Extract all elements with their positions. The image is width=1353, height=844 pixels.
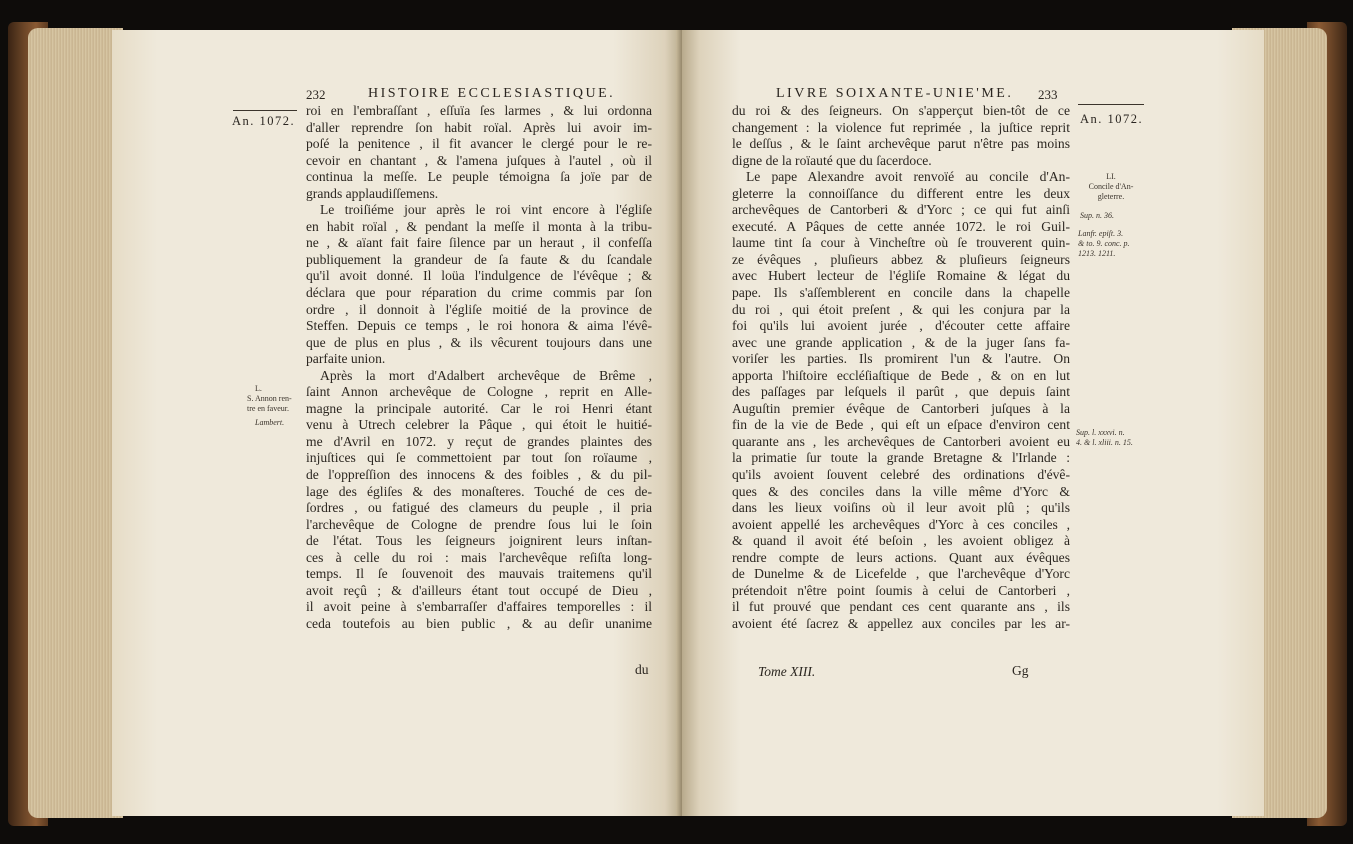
text-line: laume tint ſa cour à Vincheſtre où ſe trouverent quin- [732,235,1070,251]
margin-note-right-3 [1078,229,1130,259]
text-line: voriſer les parties. Ils promirent l'un & l'autre. On [732,351,1070,367]
margin-note-line: Lanfr. epiſt. 3. [1078,229,1124,238]
text-line: Auguſtin premier évêque de Cantorberi juſques à la [732,400,1070,416]
year-label-left: An. 1072. [232,114,296,128]
text-line: prétendoit n'être point ſoumis à celui de Cantorberi , [732,582,1070,598]
text-line: temps. Il ſe ſouvenoit des mauvais traitemens qu'il [306,566,652,582]
text-line: gleterre la connoiſſance du different entre les deux [732,185,1070,201]
running-head-right: LIVRE SOIXANTE-UNIE'ME. [776,86,1014,101]
text-line: ze évêques , pluſieurs abbez & pluſieurs ſeigneurs [732,251,1070,267]
text-line: apporta l'hiſtoire eccléſiaſtique de Bede , & on en lut [732,367,1070,383]
year-rule-left [233,110,297,111]
text-line: Le pape Alexandre avoit renvoïé au concile d'An- [746,169,1070,185]
text-line: la primatie ſur toute la grande Bretagne & l'Irlande : [732,450,1070,466]
margin-note-line: L. [255,384,262,393]
catchword: du [635,662,649,677]
text-line: il fut prouvé que pendant ces cent quarante ans , ils [732,599,1070,615]
text-line: avec une grande application , & de la juger ſans fa- [732,334,1070,350]
margin-note-line: S. Annon ren- [247,394,292,403]
text-line: qu'ils avoient ſouvent celebré des ordinations d'évê- [732,467,1070,483]
margin-note-left-2: Lambert. [255,418,285,427]
page-edges-left [28,28,123,818]
text-line: digne de la roïauté que du ſacerdoce. [732,152,932,168]
text-line: foi qu'ils lui avoient jurée , d'écouter cette affaire [732,318,1070,334]
text-line: poſé la penitence , il fit avancer le clergé pour le re- [306,136,652,152]
text-line: roi en l'embraſſant , eſſuïa ſes larmes , & lui ordonna [306,103,652,118]
text-line: le deſſus , & le ſaint archevêque parut n'être pas moins [732,136,1070,152]
text-line: magne la principale autorité. Car le roi Henri étant [306,400,652,416]
text-line: avoient été ſacrez & appellez aux conciles par les ar- [732,615,1070,631]
text-line: Après la mort d'Adalbert archevêque de Brême , [320,367,652,383]
text-line: pape. Ils s'aſſemblerent en concile dans la chapelle [732,285,1070,301]
text-line: ceda toutefois au bien public , & au deſir unanime [306,615,652,631]
text-line: ne , & aïant fait faire ſilence par un heraut , il confeſſa [306,235,652,251]
text-line: qu'il avoit donné. Il loüa l'indulgence de l'évêque ; & [306,268,652,284]
text-line: avoit reçû ; & d'ailleurs étant tout occupé de Dieu , [306,582,652,598]
text-line: rendre compte de leurs actions. Quant aux évêques [732,549,1070,565]
margin-note-line: tre en faveur. [247,404,289,413]
text-line: publiquement la grandeur de ſa faute & du ſcandale [306,251,652,267]
text-line: fin de la vie de Bede , qui eſt un eſpace d'environ cent [732,417,1070,433]
margin-note-line: Concile d'An- [1088,182,1134,191]
footer-tome: Tome XIII. [758,664,816,679]
text-line: de l'état. Tous les ſeigneurs joignirent leurs inſtan- [306,533,652,549]
margin-note-left-1 [247,384,292,414]
text-line: ques & des conciles dans la ville même d'Yorc & [732,483,1070,499]
text-line: executé. A Pâques de cette année 1072. le roi Guil- [732,218,1070,234]
year-label-right: An. 1072. [1080,112,1144,126]
text-line: de Dunelme & de Licefelde , que l'archevêque d'Yorc [732,566,1070,582]
text-line: déclara que pour réparation du crime commis par ſon [306,285,652,301]
margin-note-line: gleterre. [1097,192,1125,201]
margin-note-line: & to. 9. conc. p. [1078,239,1130,248]
text-line: ces à celle du roi : mais l'archevêque reſiſta long- [306,549,652,565]
text-line: avec Hubert lecteur de l'égliſe Romaine & légat du [732,268,1070,284]
text-line: d'aller reprendre ſon habit roïal. Après lui avoir im- [306,119,652,135]
margin-note-line: 1213. 1211. [1078,249,1116,258]
text-line: Le troiſiéme jour après le roi vint encore à l'égliſe [320,202,652,218]
text-line: & quand il avoit été beſoin , les avoient obligez à [732,533,1070,549]
text-line: archevêques de Cantorberi & d'Yorc ; ce qui fut ainſi [732,202,1070,218]
text-line: avoient appellé les archevêques d'Yorc à ces conciles , [732,516,1070,532]
text-line: l'archevêque de Cologne de prendre ſous lui le ſoin [306,516,652,532]
text-line: ſordres , ou fatigué des clameurs du peuple , il pria [306,500,652,516]
text-line: venu à Utrech celebrer la Pâque , qui étoit le huitié- [306,417,652,433]
text-line: parfaite union. [306,351,386,367]
page-number-left: 232 [306,87,326,102]
text-line: du roi & des ſeigneurs. On s'apperçut bien-tôt de ce [732,103,1070,118]
text-line: ſaint Annon archevêque de Cologne , reprit en Alle- [306,384,652,400]
running-head-left: HISTOIRE ECCLESIASTIQUE. [368,86,616,101]
text-line: cevoir en chantant , & l'amena juſques à l'autel , où il [306,152,652,168]
text-line: dans les lieux voiſins où il leur avoit plû ; qu'ils [732,500,1070,516]
text-line: lage des égliſes & des monaſteres. Touché de ces de- [306,483,652,499]
text-line: changement : la violence fut reprimée , la juſtice reprit [732,119,1070,135]
text-line: des paſſages par leſquels il parût , que depuis ſaint [732,384,1070,400]
text-line: quarante ans , les archevêques de Cantorberi avoient eu [732,433,1070,449]
margin-note-line: LI. [1106,172,1116,181]
margin-note-line: 4. & l. xliii. n. 15. [1076,438,1133,447]
text-line: du roi , qui étoit preſent , & qui les conjura par la [732,301,1070,317]
text-line: me d'Avril en 1072. y reçut de grandes plaintes des [306,433,652,449]
margin-note-right-2: Sup. n. 36. [1080,211,1114,220]
footer-signature: Gg [1012,663,1029,678]
year-rule-right [1078,104,1144,105]
margin-note-right-4 [1076,428,1133,448]
left-page-text [306,103,652,633]
text-line: de l'oppreſſion des innocens & des foibles , & du pil- [306,467,652,483]
text-line: que de plus en plus , & ils vêcurent toujours dans une [306,334,652,350]
right-page-text [732,103,1070,633]
text-line: ordre , il donnoit à l'égliſe moitié de la province de [306,301,652,317]
text-line: en habit roïal , & pendant la meſſe il monta à la tribu- [306,218,652,234]
text-line: il avoit peine à s'embarraſſer d'affaires temporelles : il [306,599,652,615]
margin-note-right-1 [1077,172,1145,202]
text-line: injuſtices qui ſe commettoient par tout ſon roïaume , [306,450,652,466]
text-line: grands applaudiſſemens. [306,185,439,201]
text-line: Steffen. Depuis ce temps , le roi honora & aima l'évê- [306,318,652,334]
text-line: continua la meſſe. Le peuple témoigna ſa joïe par de [306,169,652,185]
margin-note-line: Sup. l. xxxvi. n. [1076,428,1125,437]
page-number-right: 233 [1038,87,1058,102]
